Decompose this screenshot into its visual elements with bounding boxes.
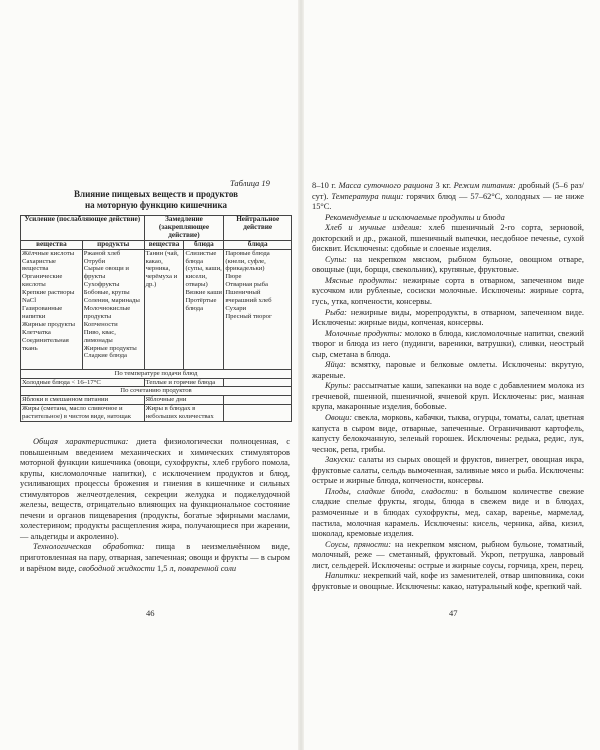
item-text: нежирные виды, морепродукты, в отварном, запеченном виде. Исключены: жирные виды, копченая, консервы. (312, 307, 584, 328)
item-term: Хлеб и мучные изделия: (325, 223, 422, 233)
item-term: Супы: (325, 254, 347, 264)
combination-pure-fats: Жиры (сметана, масло сливочное и растительное) в чистом виде, натощак (21, 405, 145, 422)
combination-apples-mixed: Яблоки в смешанном питании (21, 396, 145, 405)
emphasis-text: Температура пищи: (331, 191, 404, 201)
emphasis-text: Режим питания: (453, 181, 516, 190)
paragraph-text: дробный (5–6 раз/сут). (312, 181, 584, 201)
item-term: Молочные продукты: (325, 328, 403, 338)
list-item (312, 223, 584, 255)
item-text: хлеб пшеничный 2-го сорта, зерновой, докторский и др., ржаной, пшеничный выпечки, несдобное печенье, сухой бисквит. Исключены: сдобные и слоеные изделия. (312, 223, 584, 254)
paragraph-text: 8–10 г. (312, 181, 339, 190)
paragraph-text: горячих блюд — 57–62°C, холодных — не ниже 15°C. (312, 191, 585, 212)
list-item (312, 487, 584, 540)
header-acceleration: Усиление (послабляющее действие) (21, 216, 145, 241)
bowel-motility-table (20, 215, 292, 422)
table-cell: Танин (чай, какао, черника, черёмуха и др.) (144, 249, 184, 369)
item-text: в большом количестве свежие сладкие спелые фрукты, ягоды, блюда в свежем виде и в блюдах, размоченные и в блюдах сухофрукты, мед, сахар, варенье, мармелад, пастила, молочная карамель. Исключены: кисель, черника, айва, кизил, шоколад, кремовые изделия. (312, 486, 584, 539)
section-title (312, 213, 584, 224)
table-cell: Паровые блюда (кнели, суфле, фрикадельки) Пюре Отварная рыба Пшеничный вчерашний хлеб Сухари Пресный творог (224, 249, 292, 369)
table-title (20, 189, 292, 211)
list-item (312, 329, 584, 361)
table-cell (224, 396, 292, 405)
subheader-substances: вещества (21, 240, 83, 249)
table-cell: Жёлчные кислоты Сахаристые вещества Органические кислоты Крепкие растворы NaCl Газированные напитки Жирные продукты Клетчатка Соединительная ткань (21, 249, 83, 369)
list-item (312, 571, 584, 592)
page-number-right: 47 (449, 608, 458, 618)
emphasis-text: Масса суточного рациона (338, 181, 433, 190)
item-text: некрепкий чай, кофе из заменителей, отвар шиповника, соки фруктовые и овощные. Исключены: какао, натуральный кофе, крепкий чай. (312, 571, 584, 591)
item-term: Овощи: (325, 413, 353, 423)
item-text: свекла, морковь, кабачки, тыква, огурцы, томаты, салат, цветная капуста в сыром виде, отварные, запеченные. Ограничивают картофель, капусту белокочанную, зеленый горошек. Исключены: редька, редис, лук, чеснок, репа, грибы. (312, 413, 584, 454)
item-text: молоко в блюда, кисломолочные напитки, свежий творог и блюда из него (пудинги, вареники, ватрушки), сливки, неострый сыр, сметана в блюда. (312, 328, 584, 359)
subheader-substances-2: вещества (144, 240, 184, 249)
list-item (312, 381, 584, 413)
item-term: Яйца: (325, 360, 346, 370)
paragraph-lead: Общая характеристика: (33, 437, 129, 446)
list-item (312, 276, 584, 308)
table-label: Таблица 19 (230, 178, 270, 188)
item-text: нежирные сорта в отварном, запеченном виде кусочком или рубленые, сосиски молочные. Исключены: жирные сорта, гусь, утка, копчености, консервы. (312, 275, 584, 307)
table-title-line-2: на моторную функцию кишечника (84, 200, 228, 210)
item-term: Плоды, сладкие блюда, сладости: (325, 486, 459, 496)
book-gutter (298, 0, 304, 750)
table-title-line-1: Влияние пищевых веществ и продуктов (74, 189, 238, 199)
item-text: на некрепком мясном, рыбном бульоне, овощном отваре, овощные (щи, борщи, свекольник), крупяные, фруктовые. (312, 254, 584, 275)
paragraph-lead: Технологическая обработка: (33, 542, 145, 552)
food-list (312, 223, 584, 592)
left-body-text (20, 437, 290, 574)
emphasis-text: свободной жидкости (78, 563, 155, 573)
item-term: Соусы, пряности: (325, 539, 392, 549)
list-item (312, 360, 584, 381)
emphasis-text: поваренной соли (177, 563, 237, 573)
table-cell: Слизистые блюда (супы, каши, кисели, отвары) Вязкие каши Протёртые блюда (184, 249, 224, 369)
header-deceleration: Замедление (закрепляющее действие) (144, 216, 224, 241)
item-term: Рыба: (325, 307, 347, 317)
item-term: Мясные продукты: (325, 275, 398, 285)
subheader-dishes-2: блюда (224, 240, 292, 249)
list-item (312, 413, 584, 455)
section-title-text: Рекомендуемые и исключаемые продукты и блюда (325, 212, 505, 222)
paragraph-text: диета физиологически полноценная, с повышенным введением механических и химических стимуляторов моторной функции кишечника (овощи, сухофрукты, хлеб грубого помола, крупы, кисломолочные напитки), с исключением продуктов и блюд, усиливающих процессы брожения и гниения в кишечнике и сильных стимуляторов желчеотделения, секреции желудка и поджелудочной железы, веществ, отрицательно влияющих на функциональное состояние печени и органов пищеварения (продукты, богатые эфирными маслами, холестерином; продукты расщепления жира, получающиеся при жарении, — альдегиды и акролеино). (20, 437, 290, 541)
table-cell: Ржаной хлеб Отруби Сырые овощи и фрукты Сухофрукты Бобовые, крупы Соления, маринады Молочнокислые продукты Копчености Пиво, квас, лимонады Жирные продукты Сладкие блюда (82, 249, 144, 369)
temperature-cold: Холодные блюда < 16–17°C (21, 378, 145, 387)
temperature-header: По температуре подачи блюд (21, 369, 292, 378)
combination-header: По сочетанию продуктов (21, 387, 292, 396)
subheader-products: продукты (82, 240, 144, 249)
item-term: Закуски: (325, 455, 356, 465)
item-text: салаты из сырых овощей и фруктов, винегрет, овощная икра, фруктовые салаты, сельдь вымоченная, заливные мясо и рыба. Исключены: острые и жирные блюда, копчености, консервы. (312, 455, 584, 486)
list-item (312, 540, 584, 572)
list-item (312, 255, 584, 276)
paragraph-text: 3 кг. (432, 181, 454, 190)
page-number-left: 46 (146, 608, 155, 618)
combination-apple-days: Яблочные дни (144, 396, 224, 405)
table-cell (224, 405, 292, 422)
item-text: рассыпчатые каши, запеканки на воде с добавлением молока из гречневой, пшенной, пшеничной, ячневой круп. Исключены: рис, манная крупа, макаронные изделия, бобовые. (312, 381, 584, 412)
combination-fats-in-dishes: Жиры в блюдах в небольших количествах (144, 405, 224, 422)
processing-paragraph (20, 542, 290, 574)
item-term: Крупы: (325, 381, 352, 391)
item-term: Напитки: (325, 571, 361, 581)
diet-parameters-paragraph (312, 181, 584, 213)
paragraph-text: пища в неизмельчённом виде, приготовленная на пару, отварная, запеченная; овощи и фрукты — в сыром и варёном виде, (20, 542, 290, 573)
list-item (312, 308, 584, 329)
item-text: на некрепком мясном, рыбном бульоне, томатный, молочный, реже — сметанный, фруктовый. Укроп, петрушка, лавровый лист, сельдерей. Исключены: острые и жирные соусы, горчица, хрен, перец. (312, 539, 585, 570)
header-neutral: Нейтральное действие (224, 216, 292, 241)
right-body-text (312, 181, 584, 592)
item-text: всмятку, паровые и белковые омлеты. Исключены: вкрутую, жареные. (312, 360, 584, 380)
paragraph-text: 1,5 л, (154, 563, 178, 573)
subheader-dishes: блюда (184, 240, 224, 249)
list-item (312, 455, 584, 487)
general-characteristics-paragraph (20, 437, 290, 542)
temperature-warm: Теплые и горячие блюда (144, 378, 224, 387)
table-cell (224, 378, 292, 387)
